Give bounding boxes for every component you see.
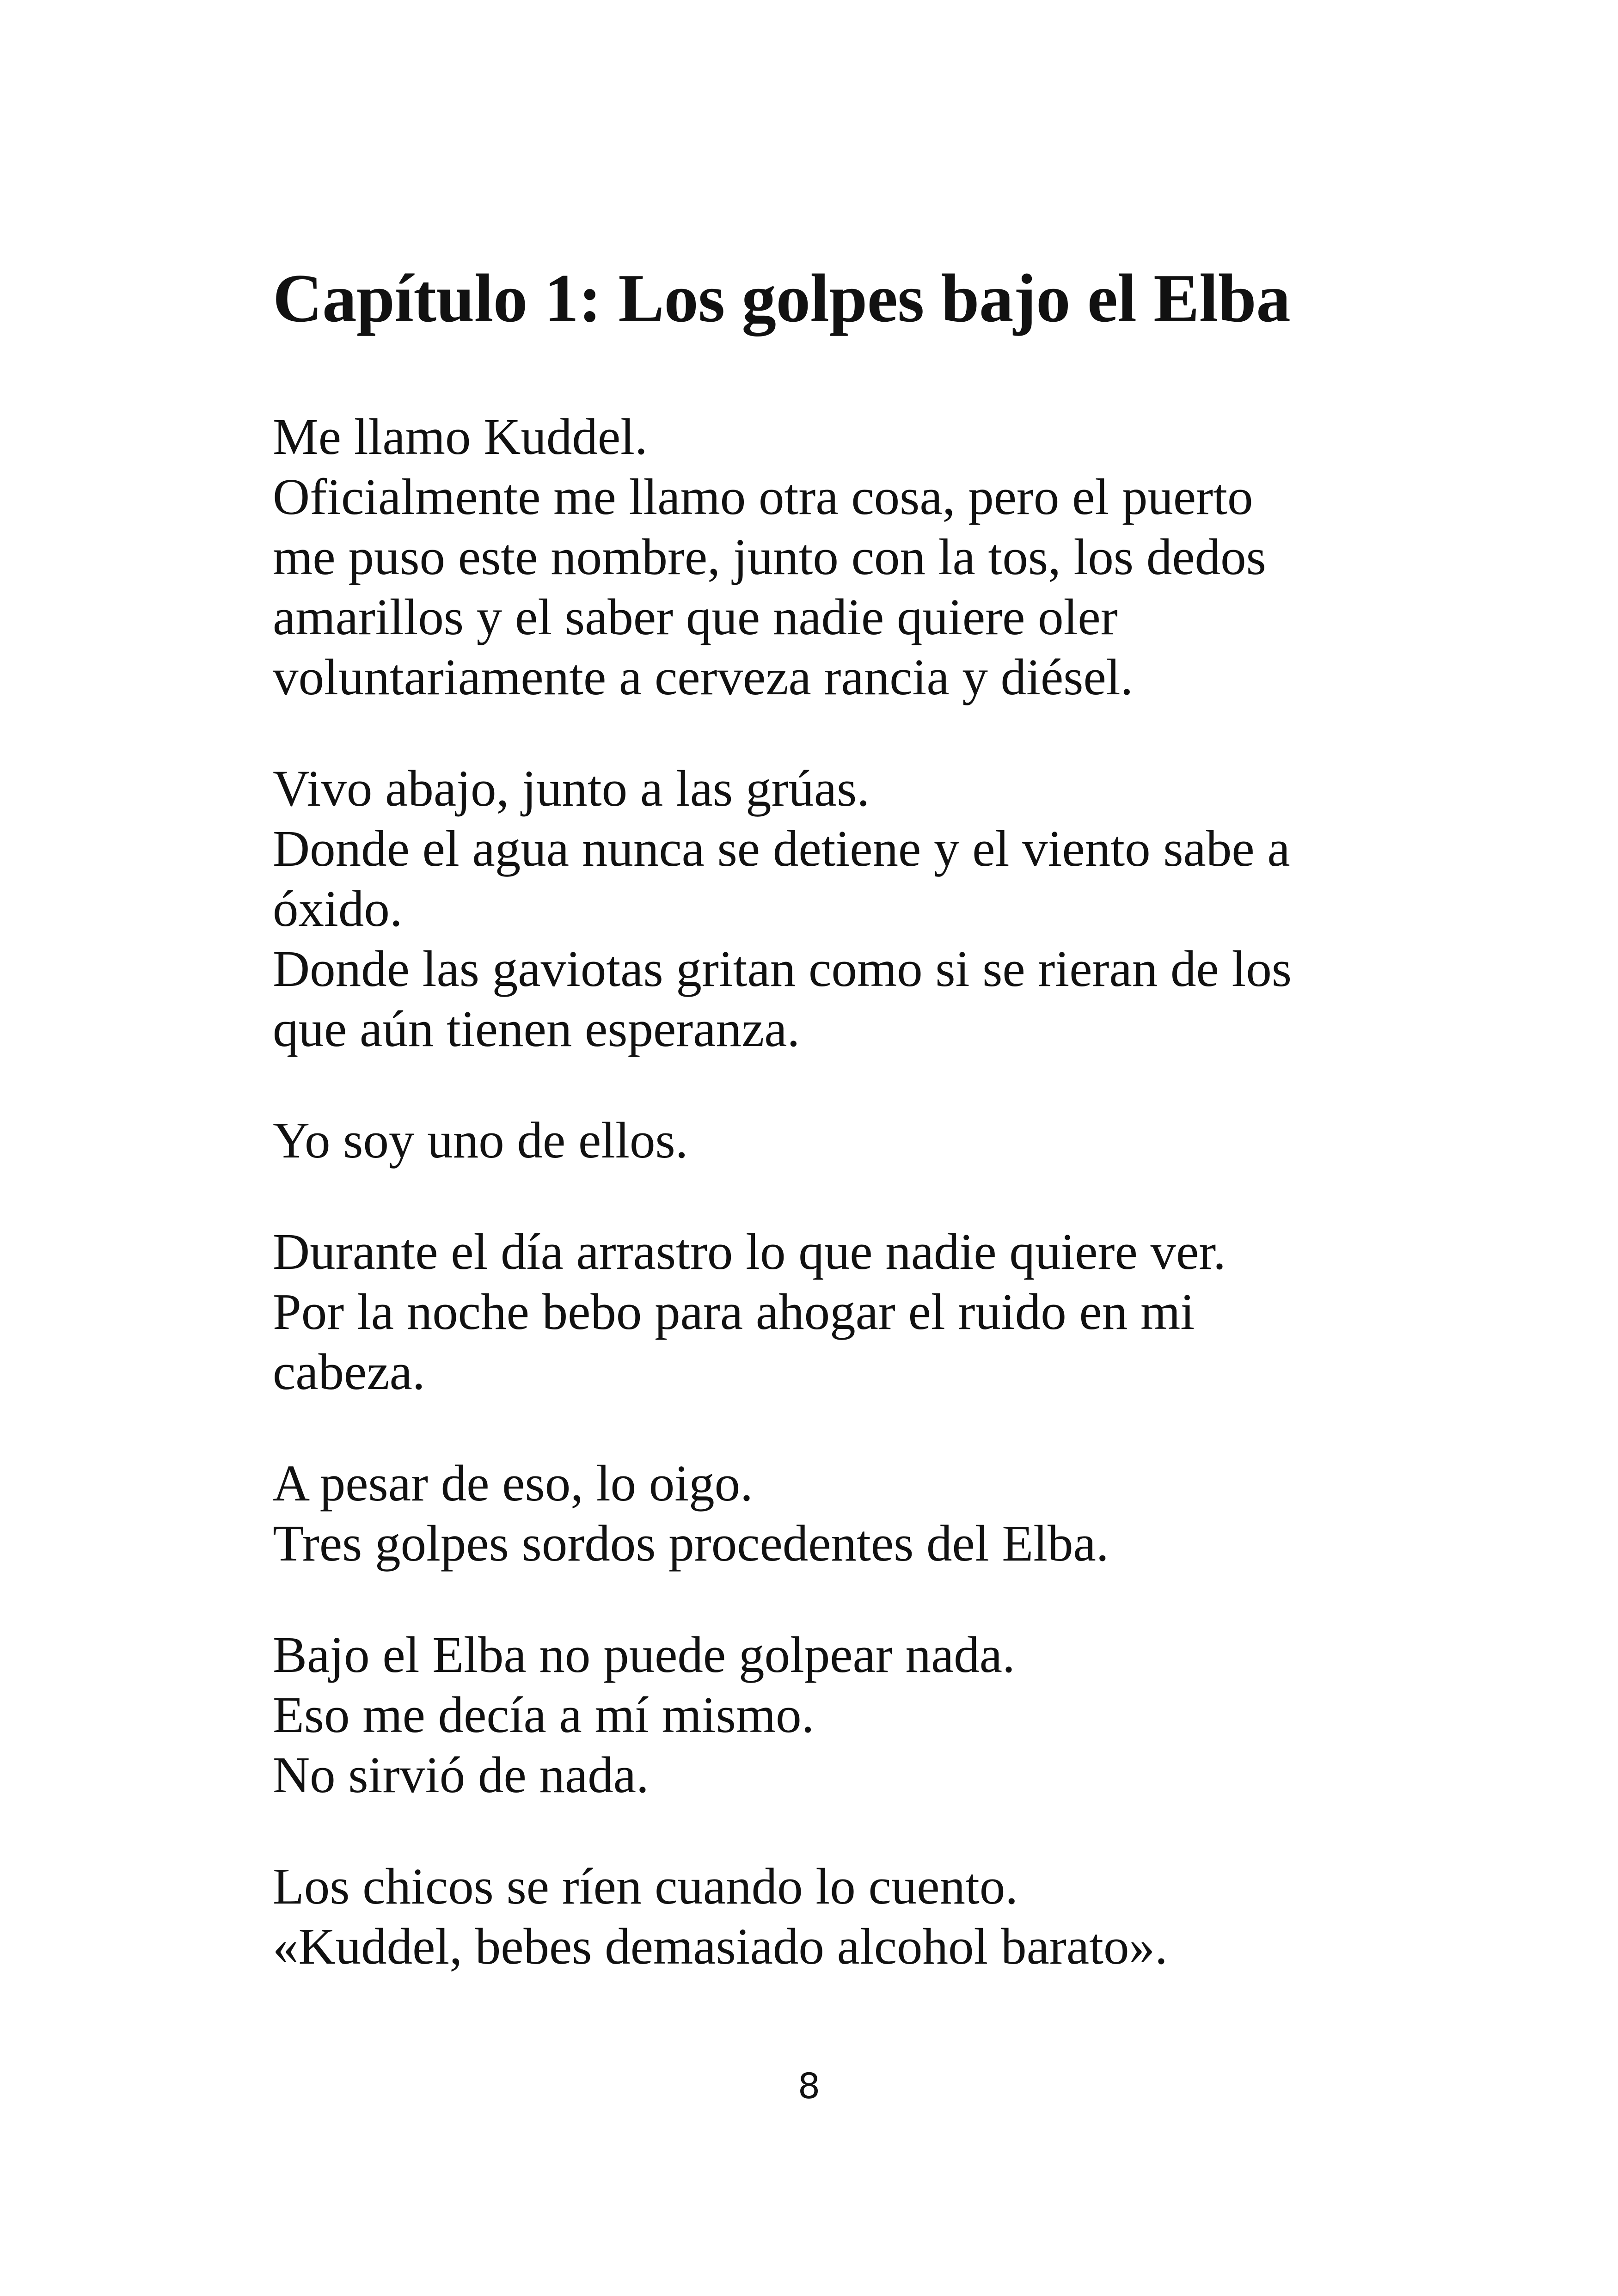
text-line: Oficialmente me llamo otra cosa, pero el puerto xyxy=(273,469,1253,526)
paragraph xyxy=(273,1857,1373,1977)
paragraph xyxy=(273,1222,1373,1402)
page-content xyxy=(273,259,1373,2028)
text-line: Eso me decía a mí mismo. xyxy=(273,1687,815,1744)
text-line: Vivo abajo, junto a las grúas. xyxy=(273,760,870,818)
text-line: Bajo el Elba no puede golpear nada. xyxy=(273,1627,1015,1684)
text-line: me puso este nombre, junto con la tos, los dedos xyxy=(273,529,1266,586)
text-line: que aún tienen esperanza. xyxy=(273,1001,800,1058)
page-number: 8 xyxy=(797,2065,821,2106)
text-line: A pesar de eso, lo oigo. xyxy=(273,1455,753,1512)
text-line: Durante el día arrastro lo que nadie quiere ver. xyxy=(273,1224,1226,1281)
text-line: óxido. xyxy=(273,881,403,938)
text-line: Los chicos se ríen cuando lo cuento. xyxy=(273,1858,1018,1916)
text-line: cabeza. xyxy=(273,1344,425,1401)
paragraph xyxy=(273,1111,1373,1171)
text-line: amarillos y el saber que nadie quiere oler xyxy=(273,589,1118,646)
text-line: Donde el agua nunca se detiene y el viento sabe a xyxy=(273,820,1290,878)
text-line: No sirvió de nada. xyxy=(273,1747,649,1804)
text-line: Me llamo Kuddel. xyxy=(273,409,648,466)
text-line: Yo soy uno de ellos. xyxy=(273,1112,688,1169)
paragraph xyxy=(273,1625,1373,1806)
text-line: Tres golpes sordos procedentes del Elba. xyxy=(273,1515,1109,1573)
paragraph xyxy=(273,407,1373,708)
paragraph xyxy=(273,759,1373,1059)
text-line: Por la noche bebo para ahogar el ruido en mi xyxy=(273,1284,1195,1341)
paragraph xyxy=(273,1454,1373,1574)
text-line: «Kuddel, bebes demasiado alcohol barato». xyxy=(273,1918,1168,1976)
text-line: Donde las gaviotas gritan como si se rieran de los xyxy=(273,941,1292,998)
text-line: voluntariamente a cerveza rancia y diésel. xyxy=(273,649,1134,706)
chapter-title: Capítulo 1: Los golpes bajo el Elba xyxy=(273,260,1291,337)
